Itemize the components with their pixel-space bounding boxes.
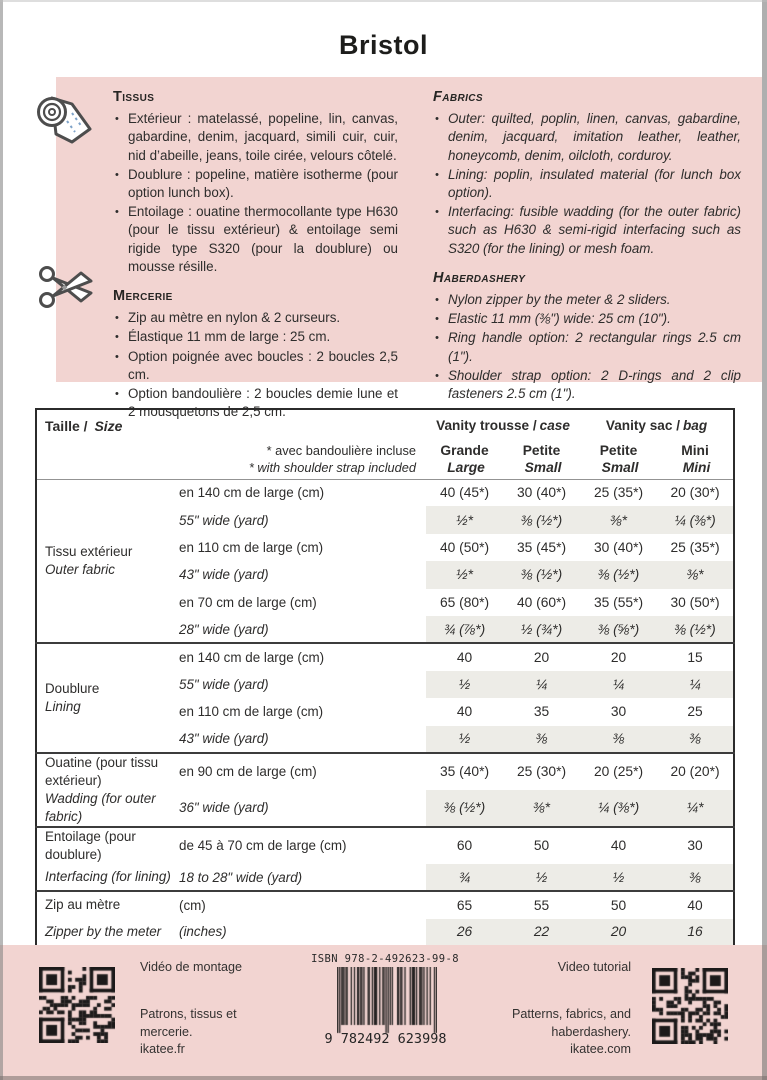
table-row: Tissu extérieur Outer fabric en 140 cm de large (cm) 40 (45*) 30 (40*) 25 (35*) 20 (30*) (36, 479, 734, 506)
table-row: Entoilage (pour doublure) de 45 à 70 cm de large (cm) 60 50 40 30 (36, 827, 734, 864)
table-row: Wadding (for outer fabric) 36" wide (yard) ⅜ (½*) ⅜* ¼ (⅜*) ¼* (36, 790, 734, 827)
website-fr: ikatee.fr (140, 1042, 185, 1056)
size-corner-header: Taille / Size (45, 418, 123, 434)
table-row: 55" wide (yard) ½ ¼ ¼ ¼ (36, 671, 734, 698)
list-item: • Élastique 11 mm de large : 25 cm. (113, 328, 398, 346)
list-item: • Ring handle option: 2 rectangular rings 2.5 cm (1"). (433, 329, 741, 365)
isbn-label: ISBN 978-2-492623-99-8 (311, 953, 459, 965)
size-col-grande: Grande Large (440, 443, 489, 475)
materials-panel (56, 77, 762, 420)
table-group-header-row (36, 409, 734, 440)
section-label-zipper-fr: Zip au mètre (45, 897, 121, 913)
scissors-icon (37, 261, 97, 313)
table-row: Zipper by the meter (inches) 26 22 20 16 (36, 919, 734, 946)
table-row: en 70 cm de large (cm) 65 (80*) 40 (60*) 35 (55*) 30 (50*) (179, 594, 720, 610)
table-row: Zip au mètre (cm) 65 55 50 40 (36, 891, 734, 918)
group-header-case: Vanity trousse / case (436, 418, 570, 433)
list-item: • Option poignée avec boucles : 2 boucles 2,5 cm. (113, 348, 398, 384)
table-row: 43" wide (yard) ½ ⅜ ⅜ ⅜ (36, 726, 734, 753)
fabrics-list-en (433, 110, 741, 258)
list-item: • Doublure : popeline, matière isotherme (pour option lunch box). (113, 166, 398, 202)
table-row: Doublure Lining en 140 cm de large (cm) 40 20 20 15 (36, 643, 734, 670)
list-item: • Entoilage : ouatine thermocollante type H630 (pour le tissu extérieur) & entoilage semi rigide type S320 (pour la doublure) ou mousse résille. (113, 203, 398, 276)
table-row: Interfacing (for lining) 18 to 28" wide (yard) ¾ ½ ½ ⅜ (36, 864, 734, 891)
section-label-lining: Doublure Lining (45, 681, 100, 715)
page-edge-top (0, 0, 767, 2)
page-edge-right (762, 0, 767, 1080)
size-yardage-table (35, 408, 735, 947)
table-row: en 110 cm de large (cm) 40 35 30 25 (179, 704, 703, 720)
fabrics-heading-en: Fabrics (433, 89, 483, 105)
size-col-petite-case: Petite Small (522, 443, 562, 475)
section-label-wadding-en: Wadding (for outer fabric) (45, 790, 156, 824)
table-size-header-row (36, 440, 734, 479)
section-label-interfacing-fr: Entoilage (pour doublure) (45, 828, 136, 862)
size-col-petite-bag: Petite Small (599, 443, 639, 475)
list-item: • Extérieur : matelassé, popeline, lin, canvas, gabardine, denim, jacquard, simili cuir, cuir, nid d’abeille, jeans, toile cirée, velours côtelé. (113, 110, 398, 165)
size-col-mini: Mini Mini (681, 443, 711, 475)
fabrics-heading-fr: Tissus (113, 89, 155, 105)
website-en: ikatee.com (570, 1042, 631, 1056)
list-item: • Zip au mètre en nylon & 2 curseurs. (113, 309, 398, 327)
shoulder-strap-note: * avec bandoulière incluse * with shoulder strap included (248, 443, 417, 475)
footer-left-title: Vidéo de montage (140, 960, 242, 974)
table-row: 43" wide (yard) ½* ⅜ (½*) ⅜ (½*) ⅜* (36, 561, 734, 588)
list-item: • Outer: quilted, poplin, linen, canvas, gabardine, denim, jacquard, imitation leather, leather, honeycomb, denim, oilcloth, corduroy. (433, 110, 741, 165)
materials-column-en (433, 88, 741, 414)
table-row: en 110 cm de large (cm) 40 (50*) 35 (45*) 30 (40*) 25 (35*) (179, 539, 720, 555)
isbn-number: 9 782492 623998 (324, 1031, 447, 1047)
list-item: • Option bandoulière : 2 boucles demie lune et 2 mousquetons de 2,5 cm. (113, 385, 398, 421)
list-item: • Elastic 11 mm (⅜") wide: 25 cm (10"). (433, 310, 741, 328)
haberdashery-heading-fr: Mercerie (113, 288, 173, 305)
qr-code-video-fr (39, 967, 115, 1043)
fabrics-list-fr (113, 110, 398, 276)
list-item: • Shoulder strap option: 2 D-rings and 2 clip fasteners 2.5 cm (1"). (433, 367, 741, 403)
qr-code-video-en (652, 968, 728, 1044)
list-item: • Nylon zipper by the meter & 2 sliders. (433, 291, 741, 309)
haberdashery-list-fr (113, 309, 398, 421)
list-item: • Interfacing: fusible wadding (for the outer fabric) such as H630 & semi-rigid interfacing such as S320 (for the lining) or mesh foam. (433, 203, 741, 258)
page-title: Bristol (338, 30, 428, 60)
materials-column-fr (113, 88, 398, 432)
table-row: Ouatine (pour tissu extérieur) en 90 cm de large (cm) 35 (40*) 25 (30*) 20 (25*) 20 (20*) (36, 753, 734, 790)
ean13-barcode (337, 967, 437, 1035)
list-item: • Lining: poplin, insulated material (for lunch box option). (433, 166, 741, 202)
footer-right-title: Video tutorial (557, 960, 631, 974)
group-header-bag: Vanity sac / bag (605, 418, 708, 433)
section-label-interfacing-en: Interfacing (for lining) (45, 869, 171, 885)
haberdashery-heading-en: Haberdashery (433, 269, 526, 286)
footer-left-lines: Patrons, tissus et mercerie. ikatee.fr (140, 1006, 237, 1059)
section-label-zipper-en: Zipper by the meter (45, 923, 162, 939)
table-row: 55" wide (yard) ½* ⅜ (½*) ⅜* ¼ (⅜*) (36, 506, 734, 533)
footer-right-lines: Patterns, fabrics, and haberdashery. ikatee.com (512, 1006, 631, 1059)
footer-panel (0, 945, 767, 1080)
section-label-outer-fabric: Tissu extérieur Outer fabric (45, 543, 133, 577)
page-edge-left (0, 0, 3, 1080)
fabric-roll-icon (34, 91, 96, 149)
haberdashery-list-en (433, 291, 741, 403)
section-label-wadding-fr: Ouatine (pour tissu extérieur) (45, 754, 159, 788)
table-row: 28" wide (yard) ¾ (⅞*) ½ (¾*) ⅜ (⅝*) ⅜ (½*) (36, 616, 734, 643)
